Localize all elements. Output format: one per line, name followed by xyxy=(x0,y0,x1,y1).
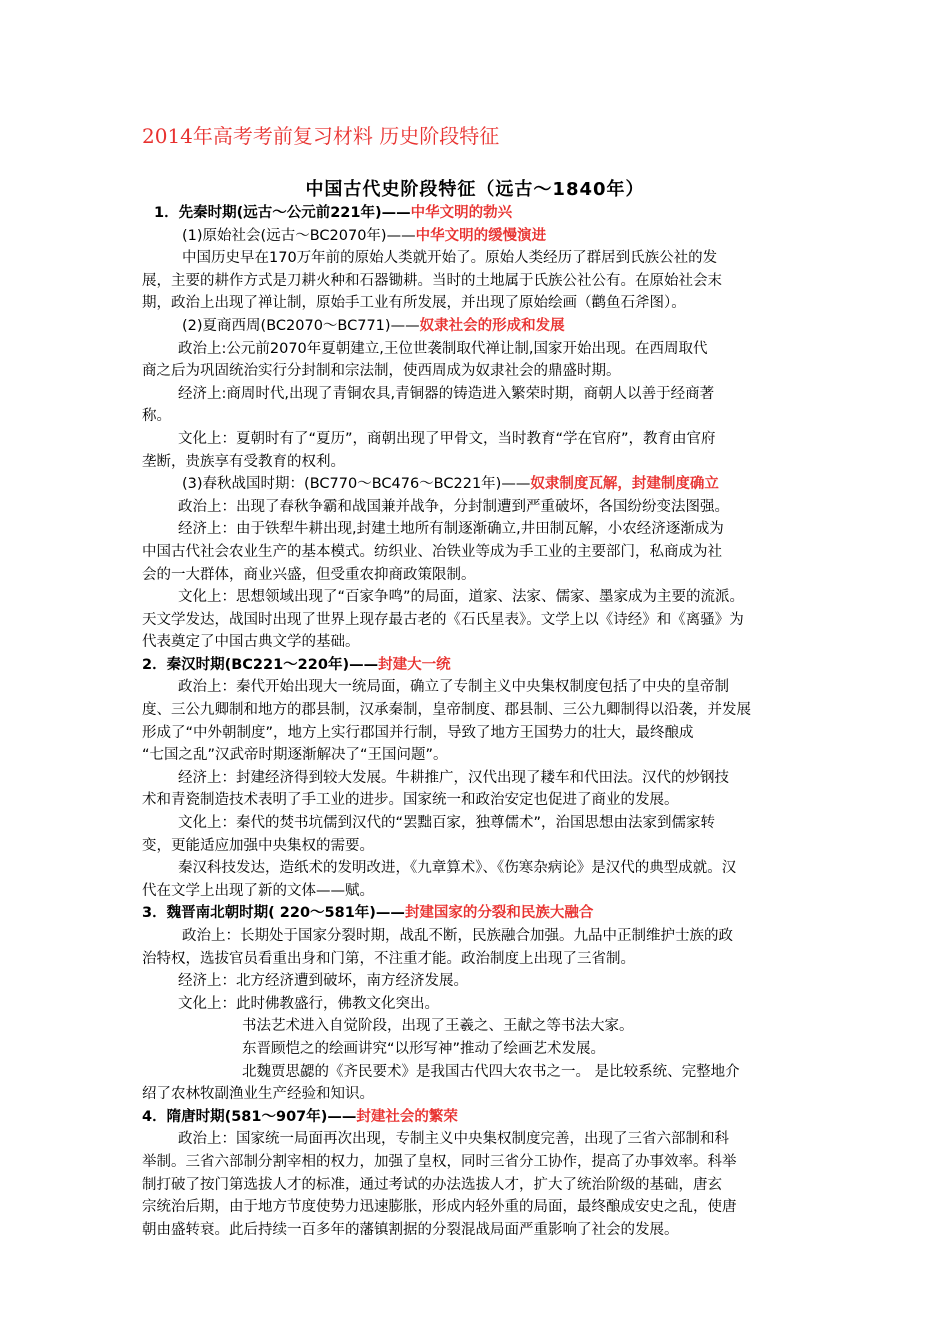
paragraph-line: 商之后为巩固统治实行分封制和宗法制，使西周成为奴隶社会的鼎盛时期。 xyxy=(142,363,621,380)
document-body xyxy=(142,202,812,1241)
paragraph-line: 代表奠定了中国古典文学的基础。 xyxy=(142,634,360,651)
paragraph-line: 形成了“中外朝制度”，地方上实行郡国并行制，导致了地方王国势力的壮大，最终酿成 xyxy=(142,724,694,741)
section-title: 中国古代史阶段特征（远古～1840年） xyxy=(305,179,645,200)
paragraph-line: 中国历史早在170万年前的原始人类就开始了。原始人类经历了群居到氏族公社的发 xyxy=(182,250,718,267)
paragraph-line: 会的一大群体，商业兴盛，但受重农抑商政策限制。 xyxy=(142,566,476,583)
heading-sui-tang: 4．隋唐时期(581～907年)——封建社会的繁荣 xyxy=(142,1108,458,1125)
paragraph-line: 秦汉科技发达，造纸术的发明改进，《九章算术》、《伤寒杂病论》是汉代的典型成就。汉 xyxy=(178,860,737,877)
paragraph-line: 文化上：夏朝时有了“夏历”，商朝出现了甲骨文，当时教育“学在官府”，教育由官府 xyxy=(178,430,716,447)
paragraph-line: 中国古代社会农业生产的基本模式。纺织业、冶铁业等成为手工业的主要部门，私商成为社 xyxy=(142,543,722,560)
paragraph-line: 变，更能适应加强中央集权的需要。 xyxy=(142,837,374,854)
paragraph-line: 政治上:公元前2070年夏朝建立,王位世袭制取代禅让制,国家开始出现。在西周取代 xyxy=(178,340,708,357)
heading-pre-qin: 1．先秦时期(远古～公元前221年)——中华文明的勃兴 xyxy=(154,205,513,221)
paragraph-line: 宗统治后期，由于地方节度使势力迅速膨胀，形成内轻外重的局面，最终酿成安史之乱，使唐 xyxy=(142,1199,737,1216)
paragraph-line: “七国之乱”汉武帝时期逐渐解决了“王国问题”。 xyxy=(142,747,448,764)
paragraph-line: 度、三公九卿制和地方的郡县制，汉承秦制，皇帝制度、郡县制、三公九卿制得以沿袭，并发展 xyxy=(142,702,751,719)
paragraph-line: 天文学发达，战国时出现了世界上现存最古老的《石氏星表》。文学上以《诗经》和《离骚》为 xyxy=(142,611,744,628)
paragraph-line: 术和青瓷制造技术表明了手工业的进步。国家统一和政治安定也促进了商业的发展。 xyxy=(142,792,679,809)
paragraph-line: 绍了农林牧副渔业生产经验和知识。 xyxy=(142,1086,374,1103)
paragraph-line: 东晋顾恺之的绘画讲究“以形写神”推动了绘画艺术发展。 xyxy=(242,1040,606,1057)
paragraph-line: 政治上：国家统一局面再次出现，专制主义中央集权制度完善，出现了三省六部制和科 xyxy=(178,1131,729,1148)
heading-wei-jin: 3．魏晋南北朝时期( 220～581年)——封建国家的分裂和民族大融合 xyxy=(142,905,594,922)
paragraph-line: 政治上：长期处于国家分裂时期，战乱不断，民族融合加强。九品中正制维护士族的政 xyxy=(182,928,733,944)
heading-qin-han: 2．秦汉时期(BC221～220年)——封建大一统 xyxy=(142,656,451,673)
paragraph-line: 期，政治上出现了禅让制，原始手工业有所发展，并出现了原始绘画（鹳鱼石斧图）。 xyxy=(142,295,686,312)
paragraph-line: 北魏贾思勰的《齐民要术》是我国古代四大农书之一。 是比较系统、完整地介 xyxy=(242,1063,740,1080)
paragraph-line: 文化上：思想领域出现了“百家争鸣”的局面，道家、法家、儒家、墨家成为主要的流派。 xyxy=(178,589,745,606)
paragraph-line: 文化上：秦代的焚书坑儒到汉代的“罢黜百家，独尊儒术”，治国思想由法家到儒家转 xyxy=(178,815,716,832)
paragraph-line: 经济上：由于铁犁牛耕出现,封建土地所有制逐渐确立,井田制瓦解，小农经济逐渐成为 xyxy=(178,521,724,538)
paragraph-line: 政治上：出现了春秋争霸和战国兼并战争，分封制遭到严重破坏，各国纷纷变法图强。 xyxy=(178,498,729,515)
subheading-spring-autumn: (3)春秋战国时期：(BC770～BC476～BC221年)——奴隶制度瓦解，封建制度确立 xyxy=(182,476,719,493)
paragraph-line: 举制。三省六部制分割宰相的权力，加强了皇权，同时三省分工协作，提高了办事效率。科举 xyxy=(142,1153,737,1170)
paragraph-line: 朝由盛转衰。此后持续一百多年的藩镇割据的分裂混战局面严重影响了社会的发展。 xyxy=(142,1221,679,1238)
paragraph-line: 垄断，贵族享有受教育的权利。 xyxy=(142,453,345,470)
subheading-xia-shang-zhou: (2)夏商西周(BC2070～BC771)——奴隶社会的形成和发展 xyxy=(182,317,565,334)
paragraph-line: 经济上：封建经济得到较大发展。牛耕推广，汉代出现了耧车和代田法。汉代的炒钢技 xyxy=(178,769,729,786)
paragraph-line: 制打破了按门第选拔人才的标准，通过考试的办法选拔人才，扩大了统治阶级的基础，唐玄 xyxy=(142,1176,722,1193)
paragraph-line: 治特权，选拔官员看重出身和门第，不注重才能。政治制度上出现了三省制。 xyxy=(142,950,635,967)
paragraph-line: 文化上：此时佛教盛行，佛教文化突出。 xyxy=(178,995,439,1012)
subheading-primitive-society: (1)原始社会(远古～BC2070年)——中华文明的缓慢演进 xyxy=(182,227,547,244)
paragraph-line: 称。 xyxy=(142,408,171,425)
paragraph-line: 经济上：北方经济遭到破坏，南方经济发展。 xyxy=(178,973,468,990)
paragraph-line: 代在文学上出现了新的文体——赋。 xyxy=(142,882,374,899)
paragraph-line: 政治上：秦代开始出现大一统局面，确立了专制主义中央集权制度包括了中央的皇帝制 xyxy=(178,679,729,696)
paragraph-line: 经济上:商周时代,出现了青铜农具,青铜器的铸造进入繁荣时期，商朝人以善于经商著 xyxy=(178,385,715,402)
paragraph-line: 书法艺术进入自觉阶段，出现了王羲之、王献之等书法大家。 xyxy=(242,1018,634,1035)
paragraph-line: 展，主要的耕作方式是刀耕火种和石器锄耕。当时的土地属于氏族公社公有。在原始社会末 xyxy=(142,272,722,289)
document-title: 2014年高考考前复习材料 历史阶段特征 xyxy=(142,124,500,148)
